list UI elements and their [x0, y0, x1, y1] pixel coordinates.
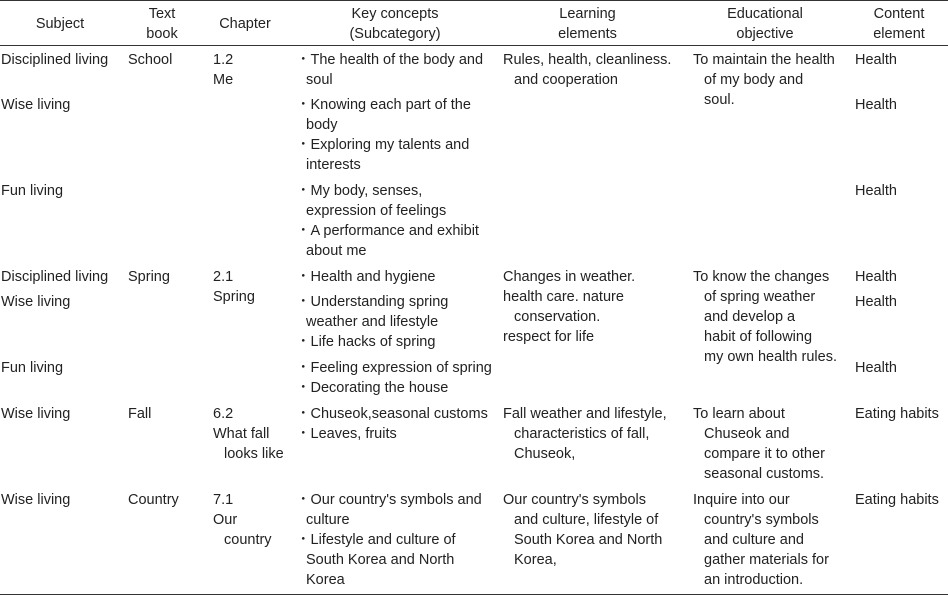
concept-item: ・Feeling expression of spring: [296, 360, 492, 376]
textbook-cell: Fall: [128, 406, 152, 422]
content-element-cell: Health: [855, 52, 897, 68]
concept-item: ・A performance and exhibit about me: [296, 223, 479, 259]
content-element-cell: Eating habits: [855, 492, 939, 508]
content-element-cell: Health: [855, 294, 897, 310]
key-concepts-cell: [296, 267, 435, 287]
objective-cell: Inquire into our country's symbols and culture and gather materials for an introduction.: [693, 492, 829, 588]
concept-item: ・Understanding spring weather and lifestyle: [296, 294, 449, 330]
key-concepts-cell: [296, 404, 488, 444]
content-element-cell: Health: [855, 183, 897, 199]
chapter-cell: 2.1 Spring: [213, 269, 255, 305]
chapter-cell: 1.2 Me: [213, 52, 234, 88]
textbook-cell: School: [128, 52, 173, 68]
subject-cell: Wise living: [1, 492, 71, 508]
learning-elements-cell: Fall weather and lifestyle, characteristics of fall, Chuseok,: [503, 406, 667, 462]
header-content-element: Content element: [873, 6, 925, 42]
key-concepts-cell: [296, 358, 492, 398]
header-chapter: Chapter: [219, 16, 271, 32]
chapter-cell: 7.1 Our country: [213, 492, 272, 548]
concept-item: ・Lifestyle and culture of South Korea and North Korea: [296, 532, 456, 588]
objective-cell: To know the changes of spring weather and develop a habit of following my own health rules.: [693, 269, 837, 365]
learning-elements-cell: Our country's symbols and culture, lifestyle of South Korea and North Korea,: [503, 492, 663, 568]
key-concepts-cell: [296, 490, 482, 590]
header-learning-elements: Learning elements: [558, 6, 617, 42]
concept-item: ・Life hacks of spring: [296, 334, 436, 350]
key-concepts-cell: [296, 50, 483, 90]
concept-item: ・Leaves, fruits: [296, 426, 397, 442]
textbook-cell: Country: [128, 492, 179, 508]
subject-cell: Disciplined living: [1, 52, 109, 68]
learning-elements-cell: Rules, health, cleanliness. and cooperation: [503, 52, 672, 88]
learning-elements-cell: Changes in weather. health care. nature conservation. respect for life: [503, 269, 636, 345]
header-bottom-rule: [0, 45, 948, 46]
subject-cell: Fun living: [1, 360, 64, 376]
concept-item: ・My body, senses, expression of feelings: [296, 183, 447, 219]
subject-cell: Wise living: [1, 406, 71, 422]
table-top-rule: [0, 0, 948, 1]
concept-item: ・The health of the body and soul: [296, 52, 484, 88]
subject-cell: Wise living: [1, 294, 71, 310]
header-key-concepts: Key concepts (Subcategory): [349, 6, 441, 42]
chapter-cell: 6.2 What fall looks like: [213, 406, 284, 462]
content-element-cell: Eating habits: [855, 406, 939, 422]
objective-cell: To maintain the health of my body and soul.: [693, 52, 835, 108]
subject-cell: Fun living: [1, 183, 64, 199]
header-subject: Subject: [35, 16, 85, 32]
concept-item: ・Chuseok,seasonal customs: [296, 406, 488, 422]
subject-cell: Disciplined living: [1, 269, 109, 285]
objective-cell: To learn about Chuseok and compare it to other seasonal customs.: [693, 406, 825, 482]
key-concepts-cell: [296, 292, 448, 352]
header-educational-objective: Educational objective: [727, 6, 803, 42]
concept-item: ・Exploring my talents and interests: [296, 137, 470, 173]
header-textbook: Text book: [146, 6, 178, 42]
concept-item: ・Knowing each part of the body: [296, 97, 471, 133]
concept-item: ・Health and hygiene: [296, 269, 436, 285]
key-concepts-cell: [296, 181, 479, 261]
textbook-cell: Spring: [128, 269, 170, 285]
concept-item: ・Our country's symbols and culture: [296, 492, 482, 528]
content-element-cell: Health: [855, 97, 897, 113]
content-element-cell: Health: [855, 269, 897, 285]
concept-item: ・Decorating the house: [296, 380, 449, 396]
content-element-cell: Health: [855, 360, 897, 376]
key-concepts-cell: [296, 95, 471, 175]
subject-cell: Wise living: [1, 97, 71, 113]
